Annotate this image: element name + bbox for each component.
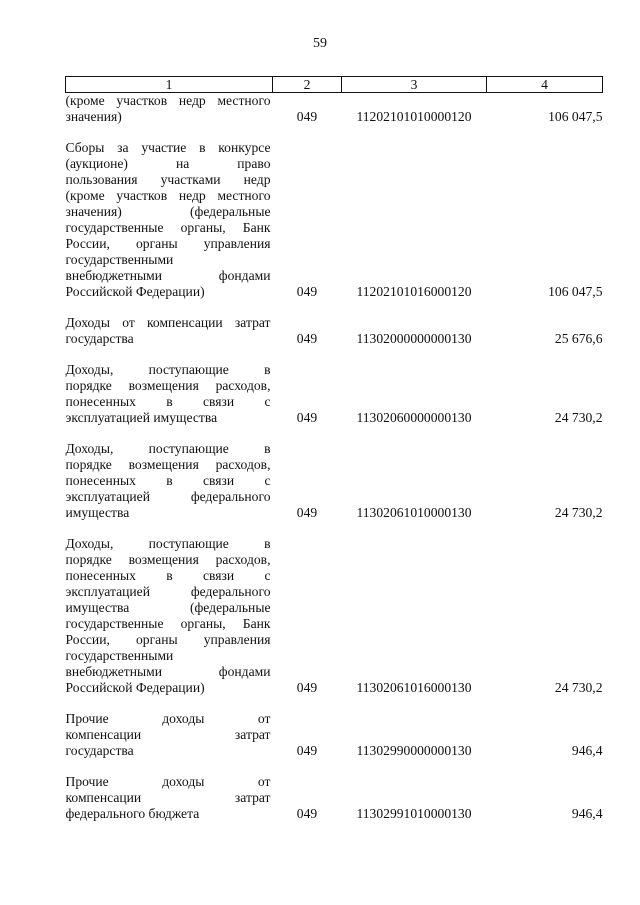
table-row [66,93,603,126]
description-line: пользования участками недр [65,172,271,187]
description-line: значения) (федеральные [65,204,271,219]
row-budget-code: 11302061016000130 [356,680,472,695]
description-line: имущества [65,505,130,520]
row-budget-code: 11202101016000120 [356,284,472,299]
row-amount: 946,4 [571,806,603,821]
description-line: понесенных в связи с [65,473,271,488]
description-line: Прочие доходы от [65,774,271,789]
description-line: (кроме участков недр местного [65,188,271,203]
row-admin-code: 049 [296,806,318,821]
description-line: Прочие доходы от [65,711,271,726]
description-line: Доходы от компенсации затрат [65,315,271,330]
row-amount: 106 047,5 [548,109,603,124]
description-line: (аукционе) на право [65,156,271,171]
header-col-2: 2 [273,77,342,93]
description-line: значения) [65,109,122,124]
description-line: Доходы, поступающие в [65,362,271,377]
description-line: эксплуатацией федерального [65,489,271,504]
description-line: Доходы, поступающие в [65,441,271,456]
description-line: внебюджетными фондами [65,268,271,283]
description-line: Российской Федерации) [65,284,205,299]
description-line: имущества (федеральные [65,600,271,615]
description-line: (кроме участков недр местного [65,93,271,108]
table-row [66,426,603,521]
description-line: государства [65,743,134,758]
header-col-1: 1 [66,77,273,93]
row-amount: 24 730,2 [554,410,603,425]
row-amount: 25 676,6 [554,331,603,346]
description-line: государственные органы, Банк [65,616,271,631]
description-line: России, органы управления [65,632,271,647]
table-row [66,347,603,426]
description-line: Российской Федерации) [65,680,205,695]
row-budget-code: 11302060000000130 [356,410,472,425]
description-line: понесенных в связи с [65,568,271,583]
description-line: понесенных в связи с [65,394,271,409]
description-line: Доходы, поступающие в [65,536,271,551]
row-budget-code: 11302061010000130 [356,505,472,520]
table-row [66,521,603,696]
revenue-table [65,76,603,822]
table-row [66,696,603,759]
row-amount: 106 047,5 [548,284,603,299]
row-description [66,125,273,300]
description-line: федерального бюджета [65,806,200,821]
row-description [66,696,273,759]
row-admin-code: 049 [296,743,318,758]
table-row [66,759,603,822]
description-line: государственные органы, Банк [65,220,271,235]
page-number: 59 [313,36,327,51]
description-line: компенсации затрат [65,790,271,805]
description-line: внебюджетными фондами [65,664,271,679]
row-amount: 946,4 [571,743,603,758]
header-col-3: 3 [342,77,487,93]
row-admin-code: 049 [296,284,318,299]
description-line: порядке возмещения расходов, [65,378,271,393]
row-admin-code: 049 [296,680,318,695]
row-description [66,347,273,426]
row-budget-code: 11302990000000130 [356,743,472,758]
row-admin-code: 049 [296,331,318,346]
table-header-row [66,77,603,93]
row-admin-code: 049 [296,505,318,520]
row-description [66,426,273,521]
row-amount: 24 730,2 [554,505,603,520]
description-line: государства [65,331,134,346]
row-description [66,521,273,696]
table-row [66,125,603,300]
description-line: компенсации затрат [65,727,271,742]
row-admin-code: 049 [296,109,318,124]
description-line: порядке возмещения расходов, [65,552,271,567]
description-line: государственными [65,648,174,663]
table-body [66,93,603,823]
description-line: эксплуатацией федерального [65,584,271,599]
description-line: Сборы за участие в конкурсе [65,140,271,155]
description-line: эксплуатацией имущества [65,410,218,425]
description-line: России, органы управления [65,236,271,251]
description-line: государственными [65,252,174,267]
row-budget-code: 11202101010000120 [356,109,472,124]
table-row [66,300,603,347]
row-budget-code: 11302000000000130 [356,331,472,346]
row-amount: 24 730,2 [554,680,603,695]
header-col-4: 4 [487,77,603,93]
description-line: порядке возмещения расходов, [65,457,271,472]
row-description [66,93,273,126]
row-description [66,300,273,347]
row-admin-code: 049 [296,410,318,425]
row-budget-code: 11302991010000130 [356,806,472,821]
row-description [66,759,273,822]
